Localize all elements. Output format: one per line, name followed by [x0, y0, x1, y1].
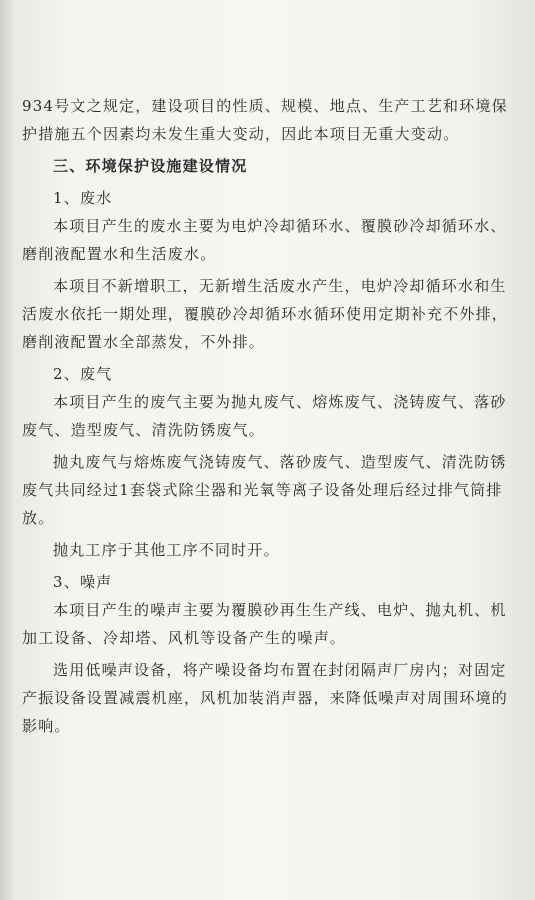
- page-edge-shadow: [0, 0, 14, 900]
- paragraph-wastewater-treatment: 本项目不新增职工，无新增生活废水产生，电炉冷却循环水和生活废水依托一期处理，覆膜砂冷却循环水循环使用定期补充不外排，磨削液配置水全部蒸发，不外排。: [22, 277, 509, 351]
- section-heading-environmental-facilities: 三、环境保护设施建设情况: [53, 157, 248, 175]
- document-body: [22, 92, 516, 740]
- paragraph-shot-blasting-schedule: 抛丸工序于其他工序不同时开。: [53, 541, 280, 559]
- subheading-exhaust-gas: 2、废气: [53, 365, 113, 383]
- subheading-noise: 3、噪声: [53, 573, 113, 591]
- paragraph-exhaust-treatment: 抛丸废气与熔炼废气浇铸废气、落砂废气、造型废气、清洗防锈废气共同经过1套袋式除尘器和光氧等离子设备处理后经过排气筒排放。: [22, 453, 507, 527]
- paragraph-continuation: 934号文之规定，建设项目的性质、规模、地点、生产工艺和环境保护措施五个因素均未发生重大变动，因此本项目无重大变动。: [22, 97, 508, 143]
- paragraph-exhaust-sources: 本项目产生的废气主要为抛丸废气、熔炼废气、浇铸废气、落砂废气、造型废气、清洗防锈废气。: [22, 393, 507, 439]
- paragraph-wastewater-sources: 本项目产生的废水主要为电炉冷却循环水、覆膜砂冷却循环水、磨削液配置水和生活废水。: [22, 217, 507, 263]
- paragraph-noise-sources: 本项目产生的噪声主要为覆膜砂再生生产线、电炉、抛丸机、机加工设备、冷却塔、风机等设备产生的噪声。: [22, 601, 507, 647]
- paragraph-noise-control: 选用低噪声设备，将产噪设备均布置在封闭隔声厂房内；对固定产振设备设置减震机座，风机加装消声器，来降低噪声对周围环境的影响。: [22, 661, 509, 735]
- subheading-wastewater: 1、废水: [53, 189, 113, 207]
